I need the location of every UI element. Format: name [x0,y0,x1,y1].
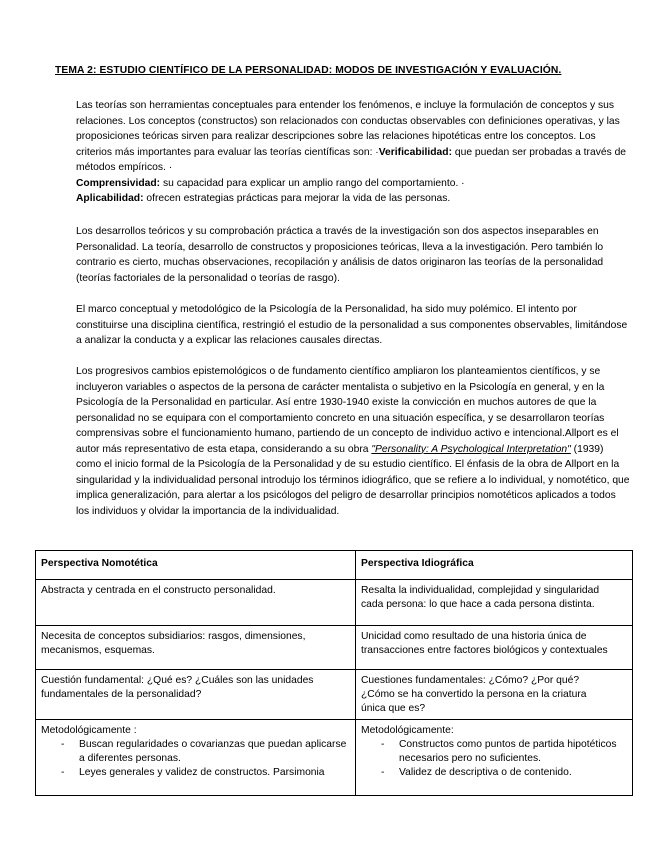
list-item [361,738,632,766]
allport-book-title: "Personality: A Psychological Interpretation" [371,443,571,455]
aplicabilidad-label: Aplicabilidad: [76,193,144,204]
p1-intro: Las teorías son herramientas conceptuales para entender los fenómenos, e incluye la formulación de conceptos y sus relaciones. Los conceptos (constructos) son relacionados con conductas observables con definiciones operativas, y las proposiciones teóricas sirven para realizar descripciones sobre las relaciones hipotéticas entre los conceptos. Los criterios más importantes para evaluar las teorías científicas son: · [76,100,620,158]
list-item [361,766,632,780]
list-item-line: - Buscan regularidades o covarianzas que puedan aplicarse [79,739,347,750]
header-nomothetic: Perspectiva Nomotética [36,551,356,580]
method-title: Metodológicamente: [361,725,454,736]
page-title: TEMA 2: ESTUDIO CIENTÍFICO DE LA PERSONALIDAD: MODOS DE INVESTIGACIÓN Y EVALUACIÓN. [55,65,562,76]
cell-nomothetic-method [36,720,356,796]
table-header-row [36,551,633,580]
method-list [361,738,632,780]
table-row [36,580,633,626]
list-item-line: - Constructos como puntos de partida hipotéticos [399,739,617,750]
cell-line: Cuestiones fundamentales: ¿Cómo? ¿Por qué? [361,675,580,686]
cell-line: única que es? [361,703,426,714]
method-list [41,738,355,780]
header-idiographic: Perspectiva Idiográfica [356,551,633,580]
list-item-line: necesarios pero no suficientes. [399,753,541,764]
paragraph-theory-research: Los desarrollos teóricos y su comprobación práctica a través de la investigación son dos aspectos inseparables en Personalidad. La teoría, desarrollo de constructos y proposiciones teóricas, lleva a la investigación. Pero también lo contrario es cierto, muchas observaciones, recopilación y análisis de datos originaron las teorías de la personalidad (teorías factoriales de la personalidad o teorías de rasgo). [76,226,604,284]
perspectives-table [35,550,633,796]
comprensividad-text: su capacidad para explicar un amplio rango del comportamiento. · [160,177,465,189]
cell-line: mecanismos, esquemas. [41,645,155,656]
cell-line: cada persona: lo que hace a cada persona distinta. [361,599,595,610]
cell-idiographic [356,670,633,720]
method-title: Metodológicamente : [41,725,137,736]
paragraph-framework: El marco conceptual y metodológico de la Psicología de la Personalidad, ha sido muy polémico. El intento por constituirse una disciplina científica, restringió el estudio de la personalidad a sus componentes observables, limitándose a analizar la conducta y a explicar las relaciones causales directas. [76,304,628,346]
cell-line: transacciones entre factores biológicos y contextuales [361,645,608,656]
cell-line: ¿Cómo se ha convertido la persona en la criatura [361,689,587,700]
cell-nomothetic [36,626,356,670]
paragraph-epistemology [76,364,630,519]
aplicabilidad-text: ofrecen estrategias prácticas para mejorar la vida de las personas. [143,193,451,204]
cell-line: fundamentales de la personalidad? [41,689,202,700]
cell-line: Abstracta y centrada en el constructo personalidad. [41,585,276,596]
cell-line: Cuestión fundamental: ¿Qué es? ¿Cuáles son las unidades [41,675,314,686]
paragraph-theories [76,98,630,207]
list-item-line: - Validez de descriptiva o de contenido. [399,767,572,778]
cell-nomothetic [36,580,356,626]
table-row [36,626,633,670]
p4-after: (1939) como el inicio formal de la Psicología de la Personalidad y de su estudio científico. El énfasis de la obra de Allport en la singularidad y la individualidad personal introdujo los términos idiográfico, que se refiere a lo individual, y nomotético, que implica generalización, para alertar a los psicólogos del peligro de desarrollar principios nomotéticos aplicados a todos los individuos y olvidar la importancia de la individualidad. [76,443,630,517]
cell-line: Necesita de conceptos subsidiarios: rasgos, dimensiones, [41,631,306,642]
cell-line: Unicidad como resultado de una historia única de [361,631,587,642]
p4-before: Los progresivos cambios epistemológicos o de fundamento científico ampliaron los planteamientos científicos, y se incluyeron variables o aspectos de la persona de carácter mentalista o subjetivo en la Psicología en general, y en la Psicología de la Personalidad en particular. Así entre 1930-1940 existe la convicción en muchos autores de que la personalidad no se equipara con el comportamiento concreto en una situación específica, y se desarrollaron teorías comprensivas sobre el funcionamiento humano, partiendo de un concepto de individuo activo e intencional.Allport es el autor más representativo de esta etapa, considerando a su obra [76,366,619,455]
verificabilidad-text: que puedan ser probadas a través de métodos empíricos. · [76,146,627,173]
list-item [41,738,355,766]
cell-nomothetic [36,670,356,720]
list-item-line: - Leyes generales y validez de constructos. Parsimonia [79,767,325,778]
list-item [41,766,355,780]
table-row-methodology [36,720,633,796]
cell-idiographic [356,626,633,670]
table-row [36,670,633,720]
cell-line: Resalta la individualidad, complejidad y singularidad [361,585,600,596]
verificabilidad-label: Verificabilidad: [378,146,452,158]
comprensividad-label: Comprensividad: [76,177,161,189]
cell-idiographic-method [356,720,633,796]
list-item-line: a diferentes personas. [79,753,181,764]
cell-idiographic [356,580,633,626]
